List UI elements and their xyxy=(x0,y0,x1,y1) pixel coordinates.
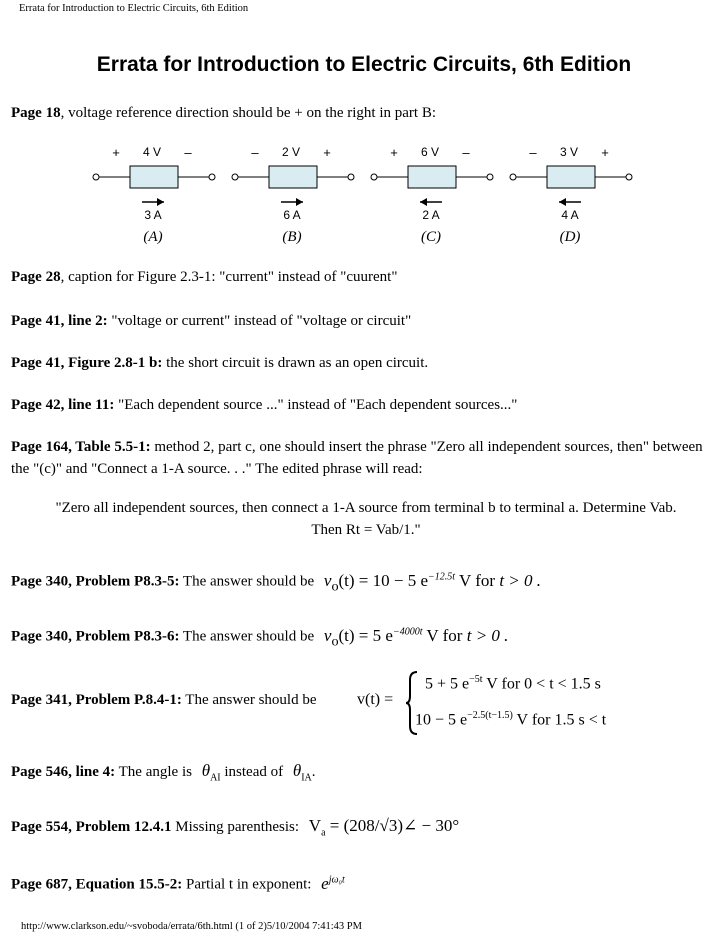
angle-theta-ai: $\theta_{AI}$ xyxy=(201,761,221,784)
erratum-page-41-line-2 xyxy=(11,310,711,332)
page-ref: Page 18 xyxy=(11,105,61,121)
polarity-left: – xyxy=(251,145,259,160)
erratum-page-164 xyxy=(11,436,711,480)
erratum-page-340-p836 xyxy=(11,621,711,652)
erratum-text: , caption for Figure 2.3-1: "current" instead of "cuurent" xyxy=(60,269,398,285)
current-arrow-icon xyxy=(157,198,164,206)
page-ref: Page 546, line 4: xyxy=(11,764,116,780)
erratum-text: "Each dependent source ..." instead of "Each dependent sources..." xyxy=(114,397,518,413)
terminal-right xyxy=(209,174,215,180)
polarity-right: + xyxy=(601,145,609,160)
terminal-left xyxy=(510,174,516,180)
element-box xyxy=(269,166,317,188)
erratum-page-687 xyxy=(11,869,711,896)
element-box xyxy=(547,166,595,188)
erratum-page-554 xyxy=(11,815,711,844)
equation-15-5-2: $e^{j\omega_0t}$ xyxy=(321,873,345,893)
erratum-text: The answer should be xyxy=(179,573,315,590)
erratum-text: the short circuit is drawn as an open circuit. xyxy=(162,355,429,371)
edited-phrase-quote xyxy=(16,497,716,541)
erratum-page-28 xyxy=(11,266,711,288)
current-label: 4 A xyxy=(561,208,579,222)
page-title: Errata for Introduction to Electric Circuits, 6th Edition xyxy=(96,53,632,76)
polarity-right: – xyxy=(184,145,192,160)
current-label: 3 A xyxy=(144,208,162,222)
case-label: (C) xyxy=(421,229,441,245)
circuit-figure xyxy=(80,140,640,250)
piecewise-case-2: 10 − 5 $e^{-2.5(t-1.5)}$ V for 1.5 s < t xyxy=(415,710,607,729)
polarity-left: – xyxy=(529,145,537,160)
page-ref: Page 42, line 11: xyxy=(11,397,115,413)
equation-p835: $v_o(t) = 10 - 5$ $e^{-12.5t}$ V for t > 0 . xyxy=(323,570,542,595)
erratum-text: The answer should be xyxy=(181,692,317,708)
equation-p841 xyxy=(355,670,685,736)
polarity-right: + xyxy=(323,145,331,160)
page-ref: Page 164, Table 5.5-1: xyxy=(11,439,151,455)
page-ref: Page 554, Problem 12.4.1 xyxy=(11,819,172,835)
element-box xyxy=(408,166,456,188)
piecewise-case-1: 5 + 5 $e^{-5t}$ V for 0 < t < 1.5 s xyxy=(425,674,601,693)
erratum-page-42 xyxy=(11,394,711,416)
equation-p836: $v_o(t) = 5$ $e^{-4000t}$ V for t > 0 . xyxy=(323,625,509,650)
polarity-right: – xyxy=(462,145,470,160)
erratum-text: "voltage or current" instead of "voltage or circuit" xyxy=(107,313,412,329)
erratum-text: The angle is xyxy=(115,764,192,780)
page-ref: Page 28 xyxy=(11,269,61,285)
quote-line-1: "Zero all independent sources, then connect a 1-A source from terminal b to terminal a. Determine Vab. xyxy=(55,500,677,516)
erratum-text: , voltage reference direction should be + on the right in part B: xyxy=(60,105,437,121)
terminal-left xyxy=(232,174,238,180)
page-ref: Page 341, Problem P.8.4-1: xyxy=(11,692,182,708)
piecewise-lhs: v(t) = xyxy=(357,691,394,708)
angle-theta-ia: $\theta_{IA}$ xyxy=(292,761,312,784)
terminal-left xyxy=(371,174,377,180)
erratum-text: Missing parenthesis: xyxy=(171,819,300,835)
voltage-label: 2 V xyxy=(281,145,301,159)
terminal-right xyxy=(626,174,632,180)
erratum-text: Partial t in exponent: xyxy=(182,876,312,893)
current-arrow-icon xyxy=(559,198,566,206)
erratum-page-340-p835 xyxy=(11,566,711,597)
page-ref: Page 340, Problem P8.3-5: xyxy=(11,573,180,590)
sentence-end: . xyxy=(311,764,316,780)
browser-page-header: Errata for Introduction to Electric Circuits, 6th Edition xyxy=(19,3,249,14)
page-ref: Page 687, Equation 15.5-2: xyxy=(11,876,183,893)
erratum-text: The answer should be xyxy=(179,628,315,645)
page-ref: Page 340, Problem P8.3-6: xyxy=(11,628,180,645)
erratum-page-546 xyxy=(11,760,711,789)
voltage-label: 3 V xyxy=(559,145,579,159)
terminal-left xyxy=(93,174,99,180)
current-label: 6 A xyxy=(283,208,301,222)
page-ref: Page 41, line 2: xyxy=(11,313,108,329)
current-arrow-icon xyxy=(420,198,427,206)
element-box xyxy=(130,166,178,188)
quote-line-2: Then Rt = Vab/1." xyxy=(311,522,421,538)
polarity-left: + xyxy=(112,145,120,160)
case-label: (B) xyxy=(282,229,302,245)
current-label: 2 A xyxy=(422,208,440,222)
erratum-page-41-figure xyxy=(11,352,711,374)
polarity-left: + xyxy=(390,145,398,160)
current-arrow-icon xyxy=(296,198,303,206)
case-label: (D) xyxy=(559,229,581,245)
equation-12-4-1: $V_a$ = (208/√3)∠ − 30° xyxy=(308,816,460,839)
terminal-right xyxy=(487,174,493,180)
erratum-text-2: instead of xyxy=(220,764,284,780)
voltage-label: 4 V xyxy=(142,145,162,159)
voltage-label: 6 V xyxy=(420,145,440,159)
erratum-page-18 xyxy=(11,102,711,124)
page-ref: Page 41, Figure 2.8-1 b: xyxy=(11,355,163,371)
erratum-text: method 2, part c, one should insert the phrase "Zero all independent sources, then" between the "(c)" and "Connect a 1-A source. . ." The edited phrase will read: xyxy=(11,439,703,477)
terminal-right xyxy=(348,174,354,180)
case-label: (A) xyxy=(143,229,163,245)
browser-page-footer: http://www.clarkson.edu/~svoboda/errata/6th.html (1 of 2)5/10/2004 7:41:43 PM xyxy=(21,921,362,932)
